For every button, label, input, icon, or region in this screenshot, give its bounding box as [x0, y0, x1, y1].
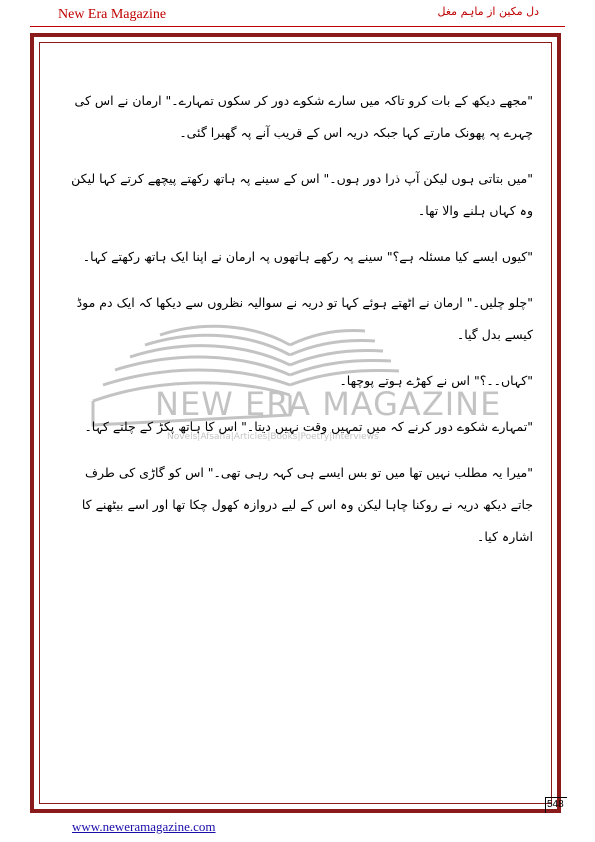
story-author-header: دل مکین از ماہم مغل	[437, 5, 539, 18]
story-paragraph: "میرا یہ مطلب نہیں تھا میں تو بس ایسے ہی کہہ رہی تھی۔" اس کو گاڑی کی طرف جاتے دیکھ دریہ نے روکنا چاہا لیکن وہ اس کے لیے دروازہ کھول چکا تھا اور اسے بیٹھنے کا اشارہ کیا۔	[81, 465, 533, 544]
magazine-name-header: New Era Magazine	[58, 7, 167, 22]
story-paragraph: "تمہارے شکوے دور کرنے کہ میں تمہیں وقت نہیں دیتا۔" اس کا ہاتھ پکڑ کے چلتے کہا۔	[84, 419, 533, 434]
page-number: 548	[547, 799, 564, 810]
website-link[interactable]: www.neweramagazine.com	[72, 819, 216, 834]
story-paragraph: "مجھے دیکھ کے بات کرو تاکہ میں سارے شکوے دور کر سکوں تمہارے۔" ارمان نے اس کی چہرے پہ پھونک مارتے کہا جبکہ دریہ اس کے قریب آنے پہ گھبرا گئی۔	[74, 93, 533, 140]
story-paragraph: "میں بتاتی ہوں لیکن آپ ذرا دور ہوں۔" اس کے سینے پہ ہاتھ رکھتے پیچھے کرتے کہا لیکن وہ کہاں ہلنے والا تھا۔	[71, 171, 533, 218]
watermark-subtitle: Novels|Afsana|Articles|Books|Poetry|Interviews	[167, 432, 379, 442]
story-paragraph: "چلو چلیں۔" ارمان نے اٹھتے ہوئے کہا تو دریہ نے سوالیہ نظروں سے دیکھا کہ ایک دم موڈ کیسے بدل گیا۔	[76, 295, 533, 342]
story-paragraph: "کیوں ایسے کیا مسئلہ ہے؟" سینے پہ رکھے ہاتھوں پہ ارمان نے اپنا ایک ہاتھ رکھتے کہا۔	[82, 249, 533, 264]
watermark-title: NEW ERA MAGAZINE	[155, 385, 502, 423]
story-body	[62, 85, 533, 553]
story-paragraph: "کہاں۔۔؟" اس نے کھڑے ہوتے پوچھا۔	[339, 373, 533, 388]
header-divider	[30, 26, 565, 27]
